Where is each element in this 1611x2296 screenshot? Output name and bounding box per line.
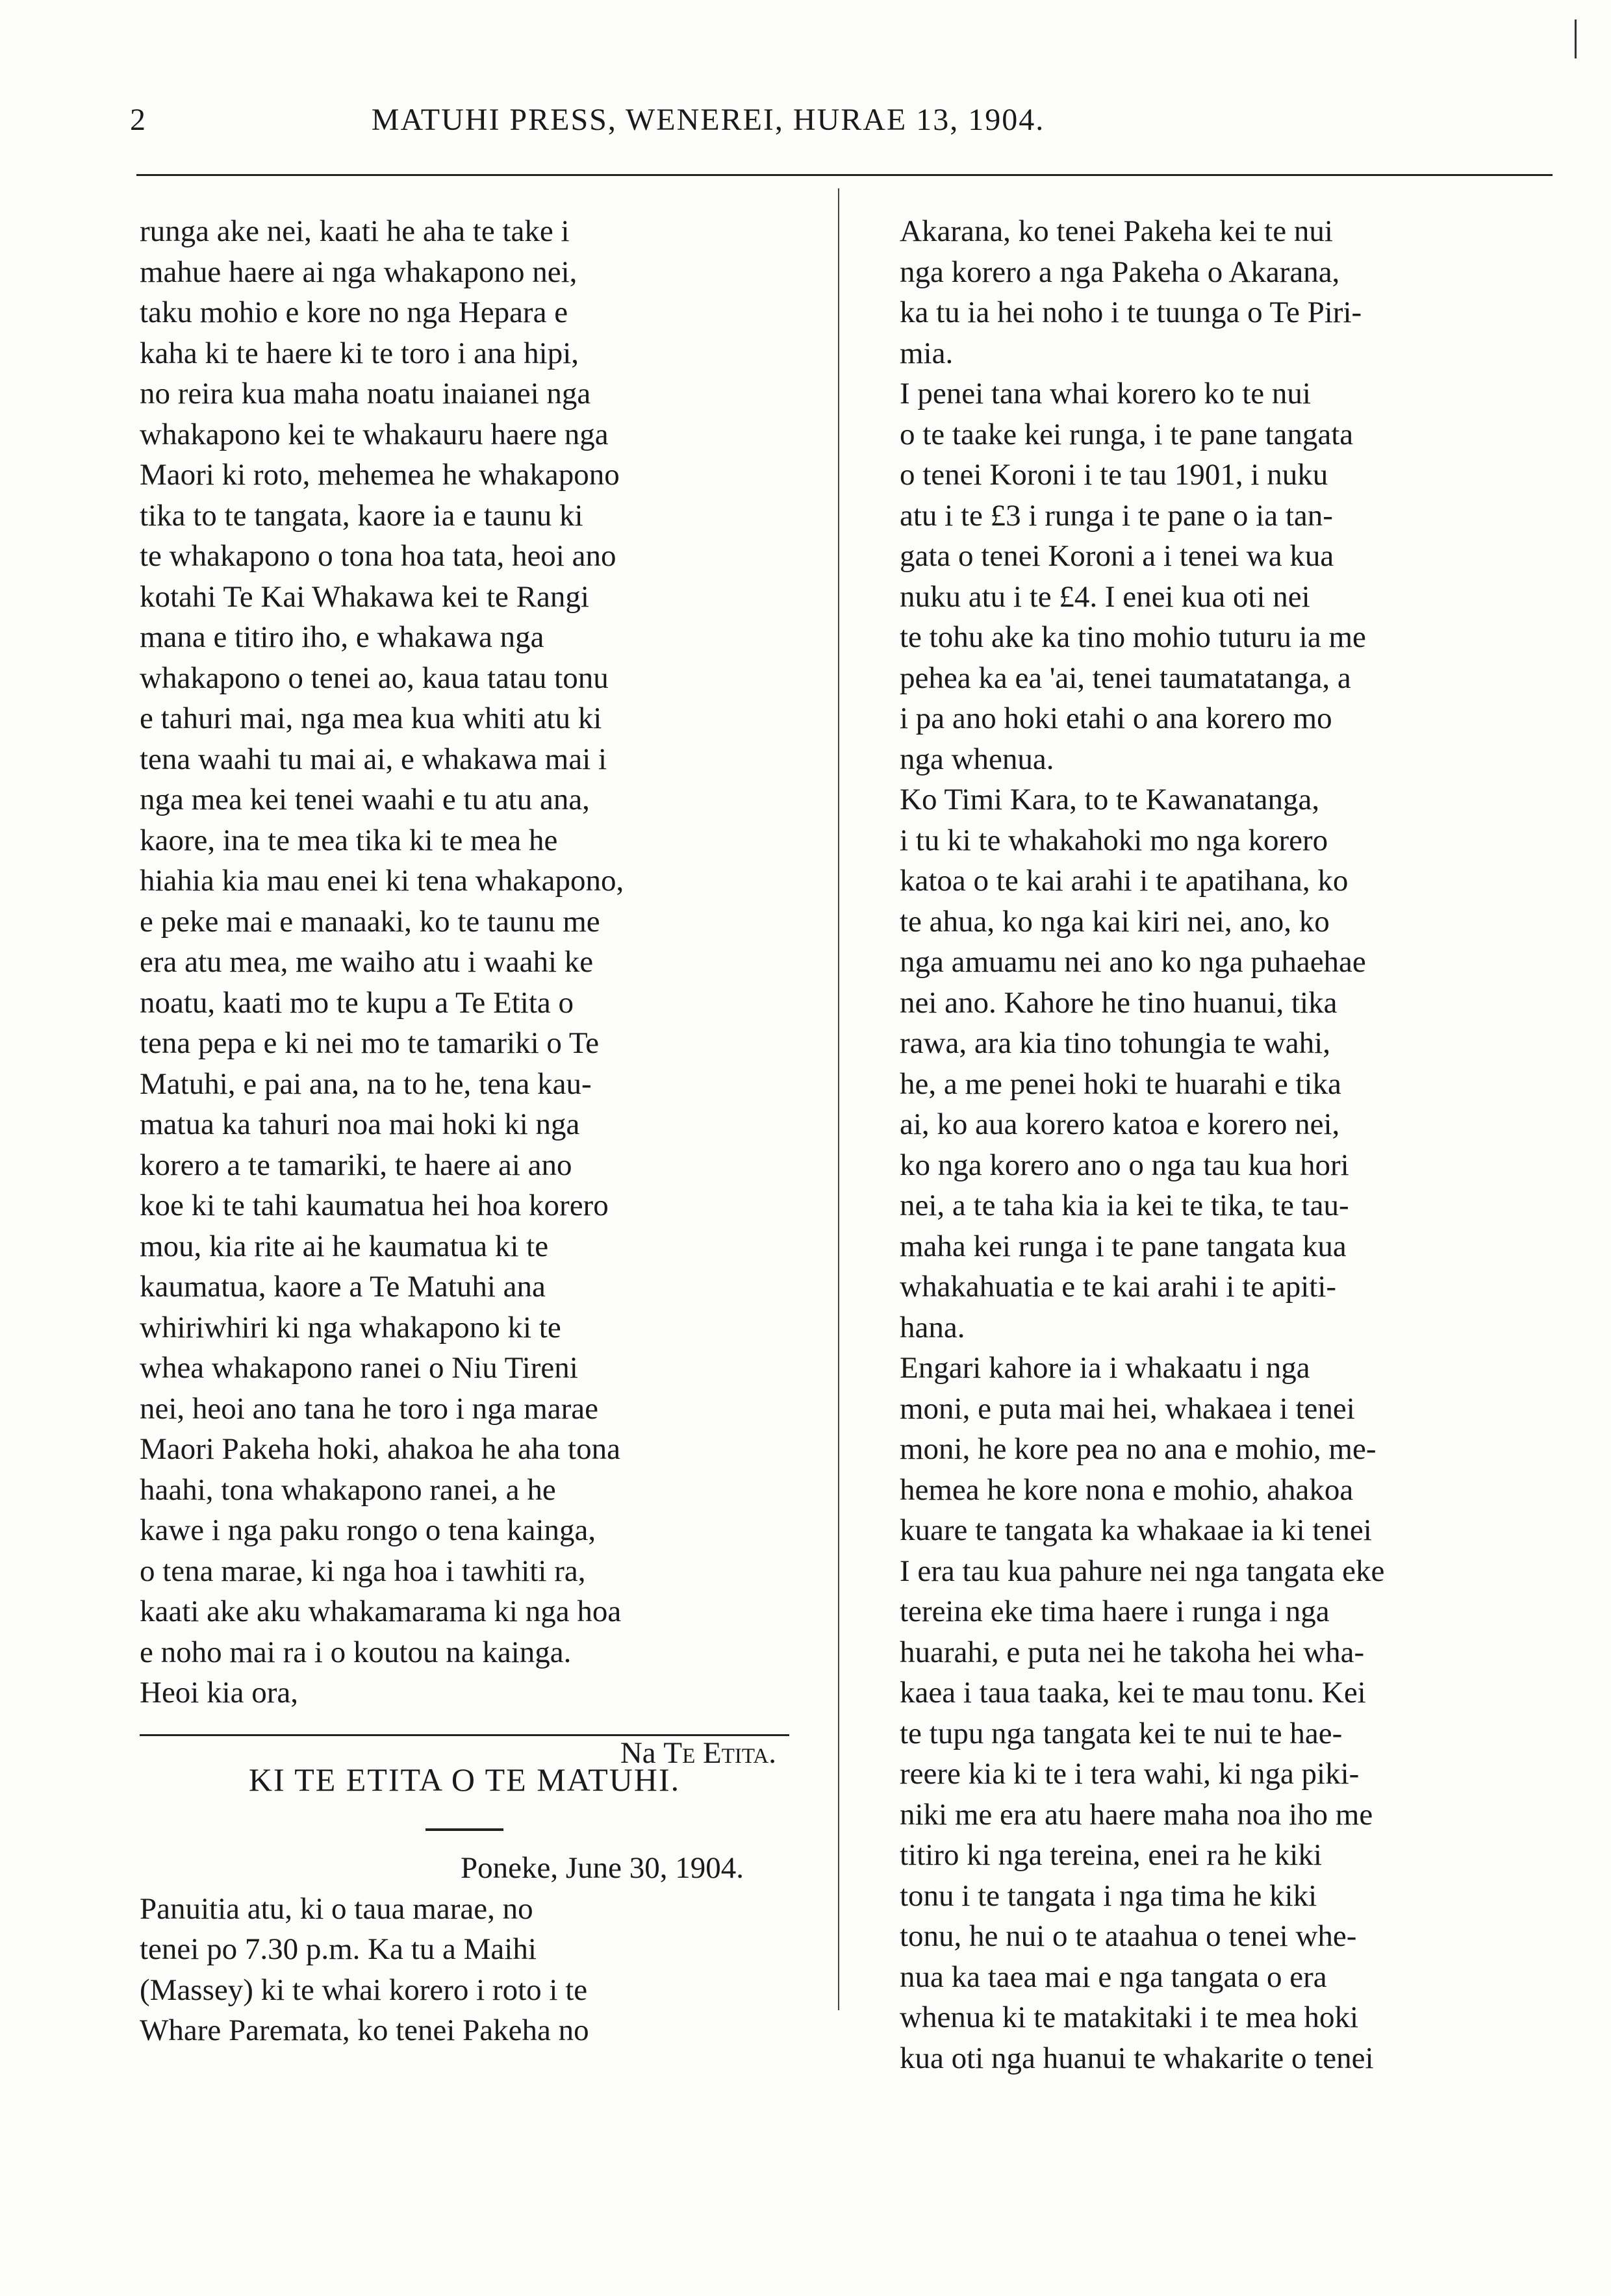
text-line: nei, a te taha kia ia kei te tika, te tau- — [900, 1189, 1349, 1222]
text-line: e tahuri mai, nga mea kua whiti atu ki — [140, 701, 602, 735]
text-line: o tenei Koroni i te tau 1901, i nuku — [900, 458, 1328, 492]
text-line: i pa ano hoki etahi o ana korero mo — [900, 701, 1332, 735]
text-line: e noho mai ra i o koutou na kainga. — [140, 1635, 572, 1669]
section-rule — [140, 1734, 789, 1736]
text-line: matua ka tahuri noa mai hoki ki nga — [140, 1107, 580, 1141]
margin-mark — [1575, 19, 1577, 58]
text-line: whea whakapono ranei o Niu Tireni — [140, 1351, 578, 1385]
signature-prefix: Na — [620, 1735, 656, 1770]
text-line: whakahuatia e te kai arahi i te apiti- — [900, 1270, 1337, 1304]
text-line: e peke mai e manaaki, ko te taunu me — [140, 904, 600, 939]
text-line: atu i te £3 i runga i te pane o ia tan- — [900, 498, 1333, 533]
text-line: mia. — [900, 336, 954, 370]
letter-body — [140, 1848, 789, 2051]
text-line: whakapono kei te whakauru haere nga — [140, 417, 609, 451]
text-line: taku mohio e kore no nga Hepara e — [140, 296, 568, 329]
text-line: kaumatua, kaore a Te Matuhi ana — [140, 1270, 546, 1304]
text-line: te tupu nga tangata kei te nui te hae- — [900, 1716, 1343, 1750]
header-rule — [136, 174, 1553, 176]
text-line: whiriwhiri ki nga whakapono ki te — [140, 1310, 561, 1344]
text-line: koe ki te tahi kaumatua hei hoa korero — [140, 1189, 609, 1222]
text-line: huarahi, e puta nei he takoha hei wha- — [900, 1635, 1365, 1669]
text-line: reere kia ki te i tera wahi, ki nga piki- — [900, 1757, 1360, 1791]
page-header — [130, 97, 1286, 143]
text-line: gata o tenei Koroni a i tenei wa kua — [900, 539, 1334, 573]
text-line: Maori ki roto, mehemea he whakapono — [140, 458, 620, 492]
text-line: nga whenua. — [900, 742, 1054, 776]
text-line: mana e titiro iho, e whakawa nga — [140, 620, 544, 654]
text-line: moni, e puta mai hei, whakaea i tenei — [900, 1391, 1355, 1426]
text-line: he, a me penei hoki te huarahi e tika — [900, 1066, 1341, 1101]
text-line: Akarana, ko tenei Pakeha kei te nui — [900, 214, 1333, 248]
text-line: ai, ko aua korero katoa e korero nei, — [900, 1107, 1340, 1141]
text-line: te whakapono o tona hoa tata, heoi ano — [140, 539, 616, 573]
text-line: i tu ki te whakahoki mo nga korero — [900, 823, 1328, 857]
text-line: kuare te tangata ka whakaae ia ki tenei — [900, 1513, 1372, 1547]
text-line: katoa o te kai arahi i te apatihana, ko — [900, 864, 1349, 898]
left-column — [140, 211, 789, 1773]
text-line: runga ake nei, kaati he aha te take i — [140, 214, 570, 248]
text-line: kaati ake aku whakamarama ki nga hoa — [140, 1595, 622, 1628]
text-line: nuku atu i te £4. I enei kua oti nei — [900, 579, 1310, 614]
text-line: Whare Paremata, ko tenei Pakeha no — [140, 2013, 589, 2047]
text-line: kua oti nga huanui te whakarite o tenei — [900, 2041, 1374, 2075]
text-line: tena pepa e ki nei mo te tamariki o Te — [140, 1026, 600, 1060]
text-line: Heoi kia ora, — [140, 1676, 299, 1709]
text-line: whenua ki te matakitaki i te mea hoki — [900, 2000, 1359, 2034]
text-line: rawa, ara kia tino tohungia te wahi, — [900, 1026, 1330, 1060]
text-line: Maori Pakeha hoki, ahakoa he aha tona — [140, 1432, 620, 1466]
text-line: mou, kia rite ai he kaumatua ki te — [140, 1229, 549, 1263]
text-line: Panuitia atu, ki o taua marae, no — [140, 1891, 533, 1926]
right-column — [900, 211, 1556, 2078]
text-line: kaha ki te haere ki te toro i ana hipi, — [140, 336, 579, 370]
text-line: nua ka taea mai e nga tangata o era — [900, 1960, 1327, 1994]
text-line: korero a te tamariki, te haere ai ano — [140, 1148, 572, 1182]
text-line: tereina eke tima haere i runga i nga — [900, 1595, 1330, 1628]
text-line: hiahia kia mau enei ki tena whakapono, — [140, 864, 624, 898]
short-rule — [425, 1828, 503, 1831]
text-line: kaore, ina te mea tika ki te mea he — [140, 823, 558, 857]
text-line: noatu, kaati mo te kupu a Te Etita o — [140, 985, 574, 1020]
text-line: tonu i te tangata i nga tima he kiki — [900, 1878, 1317, 1913]
text-line: o te taake kei runga, i te pane tangata — [900, 417, 1354, 451]
page-number: 2 — [130, 103, 146, 137]
text-line: I penei tana whai korero ko te nui — [900, 377, 1311, 410]
running-head: MATUHI PRESS, WENEREI, HURAE 13, 1904. — [371, 103, 1045, 137]
text-line: haahi, tona whakapono ranei, a he — [140, 1472, 556, 1507]
text-line: whakapono o tenei ao, kaua tatau tonu — [140, 661, 609, 695]
text-line: Matuhi, e pai ana, na to he, tena kau- — [140, 1066, 592, 1101]
text-line: Engari kahore ia i whakaatu i nga — [900, 1351, 1310, 1385]
text-line: no reira kua maha noatu inaianei nga — [140, 377, 591, 410]
text-line: nei ano. Kahore he tino huanui, tika — [900, 985, 1338, 1020]
text-line: hemea he kore nona e mohio, ahakoa — [900, 1472, 1354, 1507]
column-rule — [838, 188, 839, 2010]
text-line: kawe i nga paku rongo o tena kainga, — [140, 1513, 596, 1547]
text-line: o tena marae, ki nga hoa i tawhiti ra, — [140, 1554, 586, 1588]
text-line: Ko Timi Kara, to te Kawanatanga, — [900, 783, 1320, 816]
text-line: tika to te tangata, kaore ia e taunu ki — [140, 498, 583, 533]
text-line: hana. — [900, 1310, 965, 1344]
text-line: te tohu ake ka tino mohio tuturu ia me — [900, 620, 1366, 654]
text-line: ko nga korero ano o nga tau kua hori — [900, 1148, 1349, 1182]
text-line: mahue haere ai nga whakapono nei, — [140, 255, 577, 289]
dateline: Poneke, June 30, 1904. — [460, 1851, 744, 1885]
text-line: moni, he kore pea no ana e mohio, me- — [900, 1432, 1376, 1466]
text-line: tonu, he nui o te ataahua o tenei whe- — [900, 1919, 1357, 1953]
text-line: te ahua, ko nga kai kiri nei, ano, ko — [900, 904, 1330, 939]
text-line: nga amuamu nei ano ko nga puhaehae — [900, 945, 1366, 979]
text-line: (Massey) ki te whai korero i roto i te — [140, 1973, 588, 2007]
text-line: kotahi Te Kai Whakawa kei te Rangi — [140, 579, 589, 614]
text-line: nga mea kei tenei waahi e tu atu ana, — [140, 783, 590, 816]
text-line: titiro ki nga tereina, enei ra he kiki — [900, 1838, 1322, 1872]
text-line: I era tau kua pahure nei nga tangata eke — [900, 1554, 1385, 1588]
text-line: nga korero a nga Pakeha o Akarana, — [900, 255, 1340, 289]
text-line: maha kei runga i te pane tangata kua — [900, 1229, 1347, 1263]
signature-name: Te Etita. — [663, 1735, 776, 1770]
text-line: ka tu ia hei noho i te tuunga o Te Piri- — [900, 296, 1362, 329]
text-line: nei, heoi ano tana he toro i nga marae — [140, 1391, 599, 1426]
section-heading: KI TE ETITA O TE MATUHI. — [248, 1761, 681, 1798]
text-line: pehea ka ea 'ai, tenei taumatatanga, a — [900, 661, 1351, 695]
text-line: tenei po 7.30 p.m. Ka tu a Maihi — [140, 1932, 537, 1966]
text-line: kaea i taua taaka, kei te mau tonu. Kei — [900, 1676, 1366, 1709]
text-line: tena waahi tu mai ai, e whakawa mai i — [140, 742, 607, 776]
text-line: niki me era atu haere maha noa iho me — [900, 1797, 1373, 1832]
text-line: era atu mea, me waiho atu i waahi ke — [140, 945, 594, 979]
